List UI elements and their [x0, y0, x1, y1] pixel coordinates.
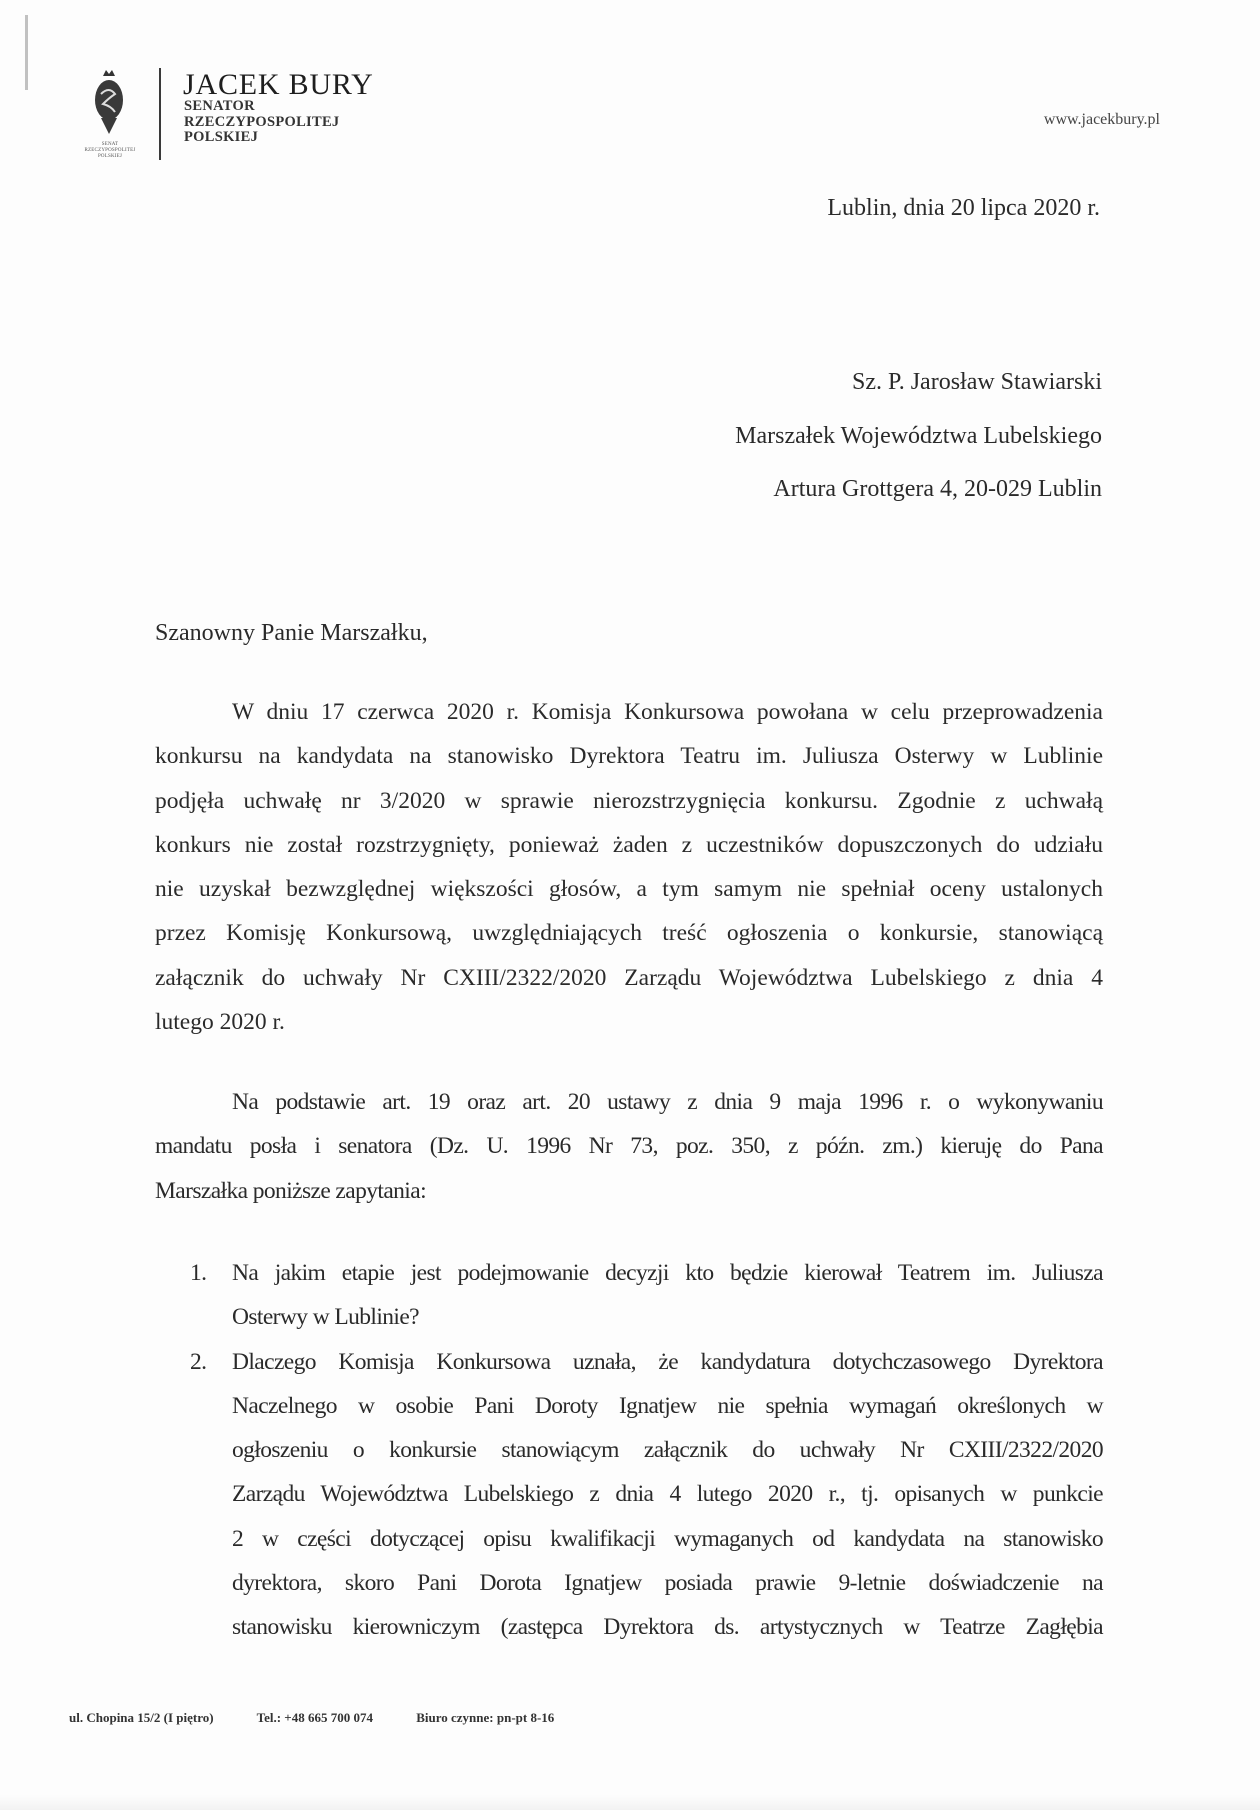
letterhead-divider	[159, 68, 161, 160]
footer-office-hours: Biuro czynne: pn-pt 8-16	[416, 1710, 555, 1725]
emblem-caption-line: RZECZYPOSPOLITEJ	[84, 148, 136, 153]
paragraph-line: nie uzyskał bezwzględnej większości głosów, a tym samym nie spełniał oceny ustalonych	[155, 876, 1103, 903]
sender-title-line: SENATOR	[184, 98, 255, 114]
list-item-line: stanowisku kierowniczym (zastępca Dyrektora ds. artystycznych w Teatrze Zagłębia	[232, 1614, 1103, 1641]
sender-title	[184, 99, 339, 146]
footer-phone: Tel.: +48 665 700 074	[256, 1710, 373, 1725]
scan-artifact-mark	[25, 15, 28, 90]
list-item-line: Zarządu Województwa Lubelskiego z dnia 4 lutego 2020 r., tj. opisanych w punkcie	[232, 1481, 1103, 1508]
paragraph-2	[155, 1080, 1103, 1213]
list-item	[190, 1251, 1103, 1340]
paragraph-line: Marszałka poniższe zapytania:	[155, 1177, 426, 1204]
sender-title-line: POLSKIEJ	[184, 129, 259, 145]
list-item-line: Dlaczego Komisja Konkursowa uznała, że kandydatura dotychczasowego Dyrektora	[232, 1348, 1103, 1375]
list-item-line: dyrektora, skoro Pani Dorota Ignatjew posiada prawie 9-letnie doświadczenie na	[232, 1570, 1103, 1597]
list-item-number: 2.	[190, 1348, 207, 1375]
emblem-caption	[78, 142, 142, 160]
footer	[69, 1710, 594, 1726]
list-item-line: 2 w części dotyczącej opisu kwalifikacji wymaganych od kandydata na stanowisko	[232, 1525, 1103, 1552]
paragraph-line: W dniu 17 czerwca 2020 r. Komisja Konkursowa powołana w celu przeprowadzenia	[232, 699, 1103, 725]
salutation: Szanowny Panie Marszałku,	[155, 620, 428, 646]
recipient-position: Marszałek Województwa Lubelskiego	[735, 422, 1102, 449]
list-item-line: Naczelnego w osobie Pani Doroty Ignatjew nie spełnia wymagań określonych w	[232, 1392, 1103, 1419]
questions-list	[190, 1251, 1103, 1650]
recipient-address: Artura Grottgera 4, 20-029 Lublin	[773, 476, 1102, 502]
list-item-number: 1.	[190, 1260, 207, 1286]
paragraph-line: załącznik do uchwały Nr CXIII/2322/2020 Zarządu Województwa Lubelskiego z dnia 4	[155, 964, 1103, 991]
paragraph-line: konkurs nie został rozstrzygnięty, ponieważ żaden z uczestników dopuszczonych do udziału	[155, 831, 1103, 858]
paragraph-line: podjęła uchwałę nr 3/2020 w sprawie nierozstrzygnięcia konkursu. Zgodnie z uchwałą	[155, 787, 1103, 814]
paragraph-line: przez Komisję Konkursową, uwzględniających treść ogłoszenia o konkursie, stanowiącą	[155, 920, 1103, 947]
recipient-name: Sz. P. Jarosław Stawiarski	[852, 369, 1102, 395]
list-item-line: ogłoszeniu o konkursie stanowiącym załącznik do uchwały Nr CXIII/2322/2020	[232, 1437, 1103, 1464]
sender-name: JACEK BURY	[183, 68, 374, 101]
scan-bottom-edge	[0, 1795, 1260, 1810]
paragraph-line: lutego 2020 r.	[155, 1009, 285, 1036]
website-link[interactable]: www.jacekbury.pl	[1043, 111, 1160, 128]
paragraph-line: mandatu posła i senatora (Dz. U. 1996 Nr 73, poz. 350, z późn. zm.) kieruję do Pana	[155, 1133, 1103, 1160]
sender-title-line: RZECZYPOSPOLITEJ	[184, 113, 340, 130]
list-item-line: Osterwy w Lublinie?	[232, 1304, 419, 1331]
emblem-caption-line: SENAT	[101, 142, 119, 147]
recipient-block	[735, 356, 1102, 517]
paragraph-line: konkursu na kandydata na stanowisko Dyrektora Teatru im. Juliusza Osterwy w Lublinie	[155, 743, 1103, 770]
footer-address: ul. Chopina 15/2 (I piętro)	[69, 1710, 214, 1725]
list-item-line: Na jakim etapie jest podejmowanie decyzji kto będzie kierował Teatrem im. Juliusza	[232, 1260, 1103, 1286]
date-line: Lublin, dnia 20 lipca 2020 r.	[827, 195, 1100, 221]
paragraph-1	[155, 690, 1103, 1044]
list-item	[190, 1340, 1103, 1650]
emblem-caption-line: POLSKIEJ	[97, 154, 123, 159]
paragraph-line: Na podstawie art. 19 oraz art. 20 ustawy z dnia 9 maja 1996 r. o wykonywaniu	[232, 1089, 1103, 1115]
